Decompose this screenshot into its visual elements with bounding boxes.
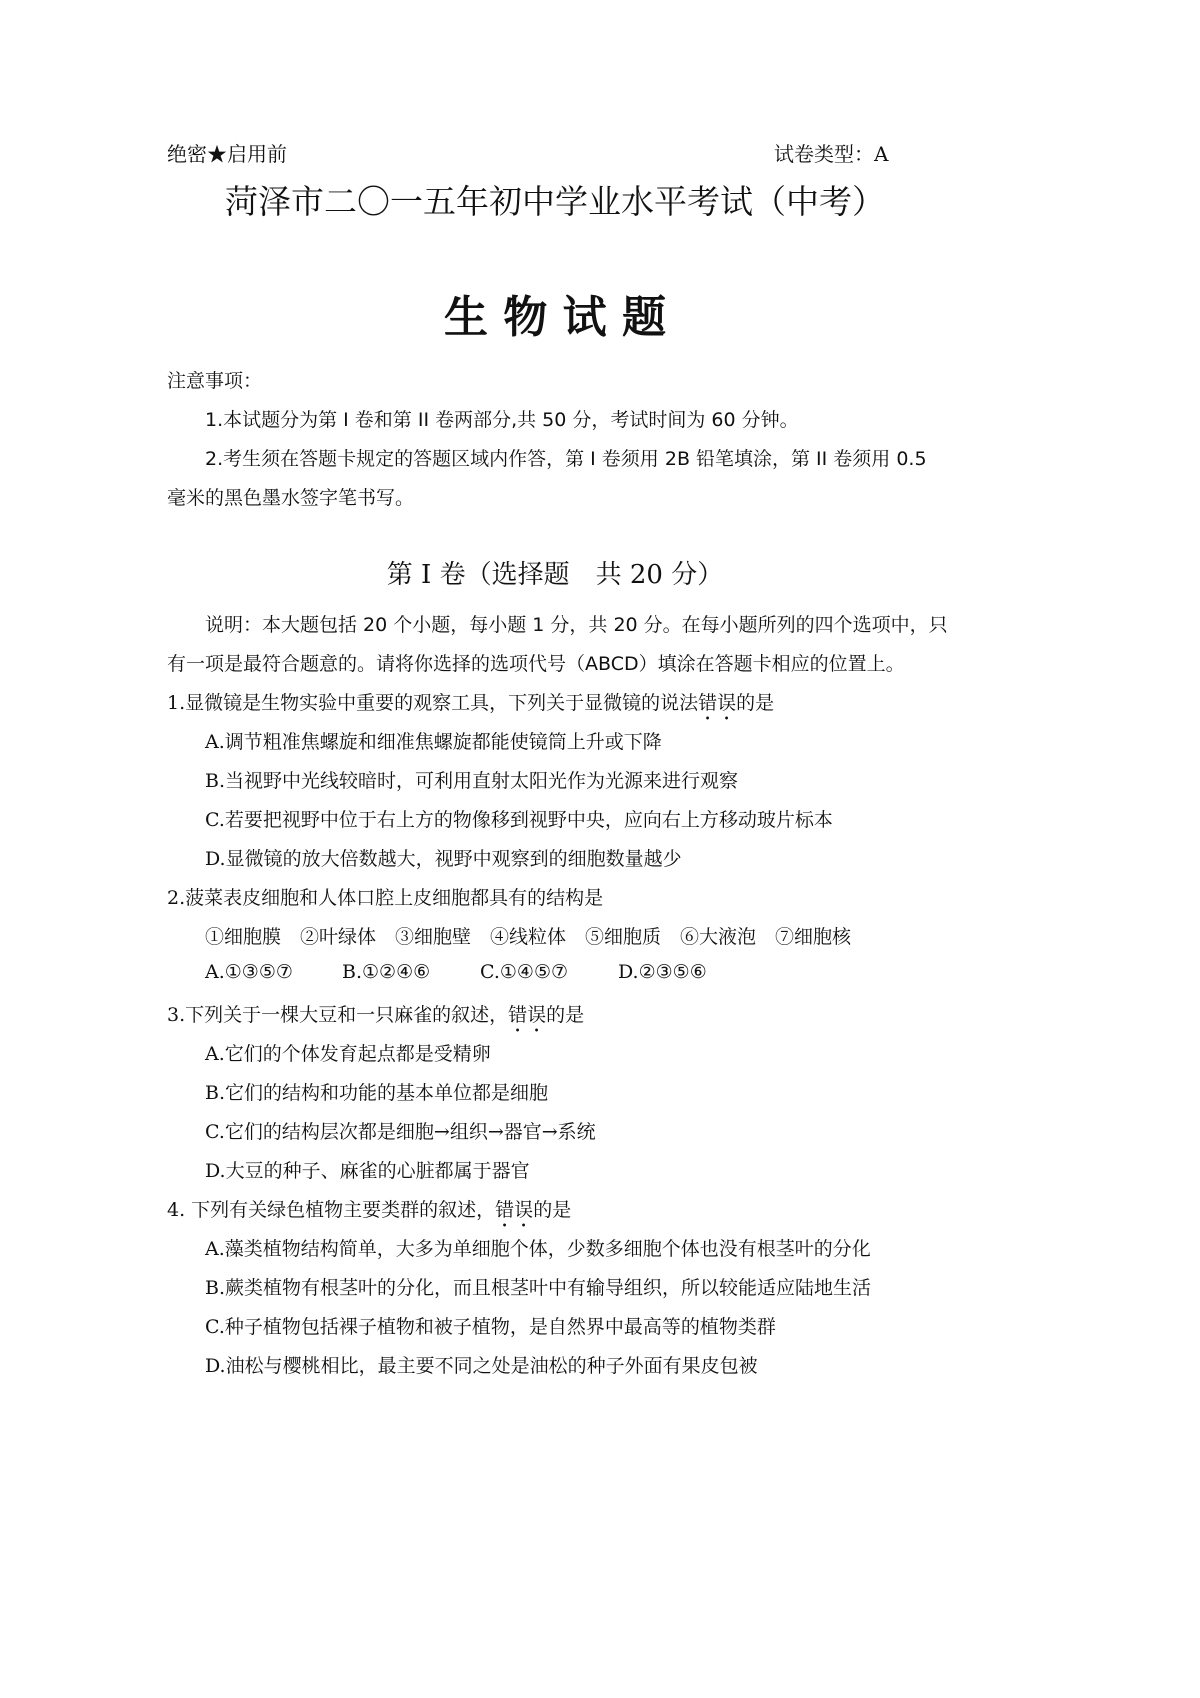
question-4-stem-end: 的是 xyxy=(533,1199,572,1221)
question-1-stem xyxy=(167,688,774,725)
question-4-emphasis: 错误 xyxy=(495,1199,534,1221)
question-2-option-b: B.①②④⑥ xyxy=(342,961,431,983)
question-2-structures: ①细胞膜 ②叶绿体 ③细胞壁 ④线粒体 ⑤细胞质 ⑥大液泡 ⑦细胞核 xyxy=(205,926,852,948)
question-3-option-d: D.大豆的种子、麻雀的心脏都属于器官 xyxy=(205,1160,530,1182)
section-description: 说明：本大题包括 20 个小题，每小题 1 分，共 20 分。在每小题所列的四个选项中，只 xyxy=(205,614,948,636)
question-3-option-c: C.它们的结构层次都是细胞→组织→器官→系统 xyxy=(205,1121,596,1143)
exam-title: 菏泽市二〇一五年初中学业水平考试（中考） xyxy=(225,182,885,221)
notes-item-1: 1.本试题分为第 I 卷和第 II 卷两部分,共 50 分，考试时间为 60 分钟。 xyxy=(205,409,799,431)
question-1-emphasis: 错误 xyxy=(698,692,737,714)
question-3-option-b: B.它们的结构和功能的基本单位都是细胞 xyxy=(205,1082,549,1104)
notes-item-2: 2.考生须在答题卡规定的答题区域内作答，第 I 卷须用 2B 铅笔填涂，第 II 卷须用 0.5 xyxy=(205,448,927,470)
question-4-option-d: D.油松与樱桃相比，最主要不同之处是油松的种子外面有果皮包被 xyxy=(205,1355,758,1377)
confidential-label: 绝密★启用前 xyxy=(167,142,287,166)
subject-title: 生 物 试 题 xyxy=(444,292,666,343)
question-1-stem-text: 1.显微镜是生物实验中重要的观察工具，下列关于显微镜的说法 xyxy=(167,692,699,714)
question-1-stem-end: 的是 xyxy=(736,692,775,714)
question-4-stem xyxy=(167,1195,571,1232)
paper-type-label: 试卷类型：A xyxy=(774,142,889,166)
section-title: 第 I 卷（选择题 共 20 分） xyxy=(386,560,724,590)
question-2-stem: 2.菠菜表皮细胞和人体口腔上皮细胞都具有的结构是 xyxy=(167,887,604,909)
question-1-option-c: C.若要把视野中位于右上方的物像移到视野中央，应向右上方移动玻片标本 xyxy=(205,809,833,831)
section-description-cont: 有一项是最符合题意的。请将你选择的选项代号（ABCD）填涂在答题卡相应的位置上。 xyxy=(167,653,905,675)
question-4-option-a: A.藻类植物结构简单，大多为单细胞个体，少数多细胞个体也没有根茎叶的分化 xyxy=(205,1238,871,1260)
question-3-stem-text: 3.下列关于一棵大豆和一只麻雀的叙述， xyxy=(167,1004,509,1026)
question-1-option-b: B.当视野中光线较暗时，可利用直射太阳光作为光源来进行观察 xyxy=(205,770,739,792)
question-4-option-b: B.蕨类植物有根茎叶的分化，而且根茎叶中有输导组织，所以较能适应陆地生活 xyxy=(205,1277,872,1299)
question-1-option-a: A.调节粗准焦螺旋和细准焦螺旋都能使镜筒上升或下降 xyxy=(205,731,662,753)
question-4-option-c: C.种子植物包括裸子植物和被子植物，是自然界中最高等的植物类群 xyxy=(205,1316,776,1338)
question-3-option-a: A.它们的个体发育起点都是受精卵 xyxy=(205,1043,491,1065)
notes-heading: 注意事项： xyxy=(167,370,263,392)
question-3-emphasis: 错误 xyxy=(508,1004,547,1026)
question-2-option-c: C.①④⑤⑦ xyxy=(480,961,569,983)
question-3-stem xyxy=(167,1000,584,1037)
question-2-option-a: A.①③⑤⑦ xyxy=(205,961,293,983)
notes-item-2-cont: 毫米的黑色墨水签字笔书写。 xyxy=(167,487,415,509)
question-3-stem-end: 的是 xyxy=(546,1004,585,1026)
question-1-option-d: D.显微镜的放大倍数越大，视野中观察到的细胞数量越少 xyxy=(205,848,682,870)
question-4-stem-text: 4. 下列有关绿色植物主要类群的叙述， xyxy=(167,1199,496,1221)
question-2-option-d: D.②③⑤⑥ xyxy=(618,961,707,983)
